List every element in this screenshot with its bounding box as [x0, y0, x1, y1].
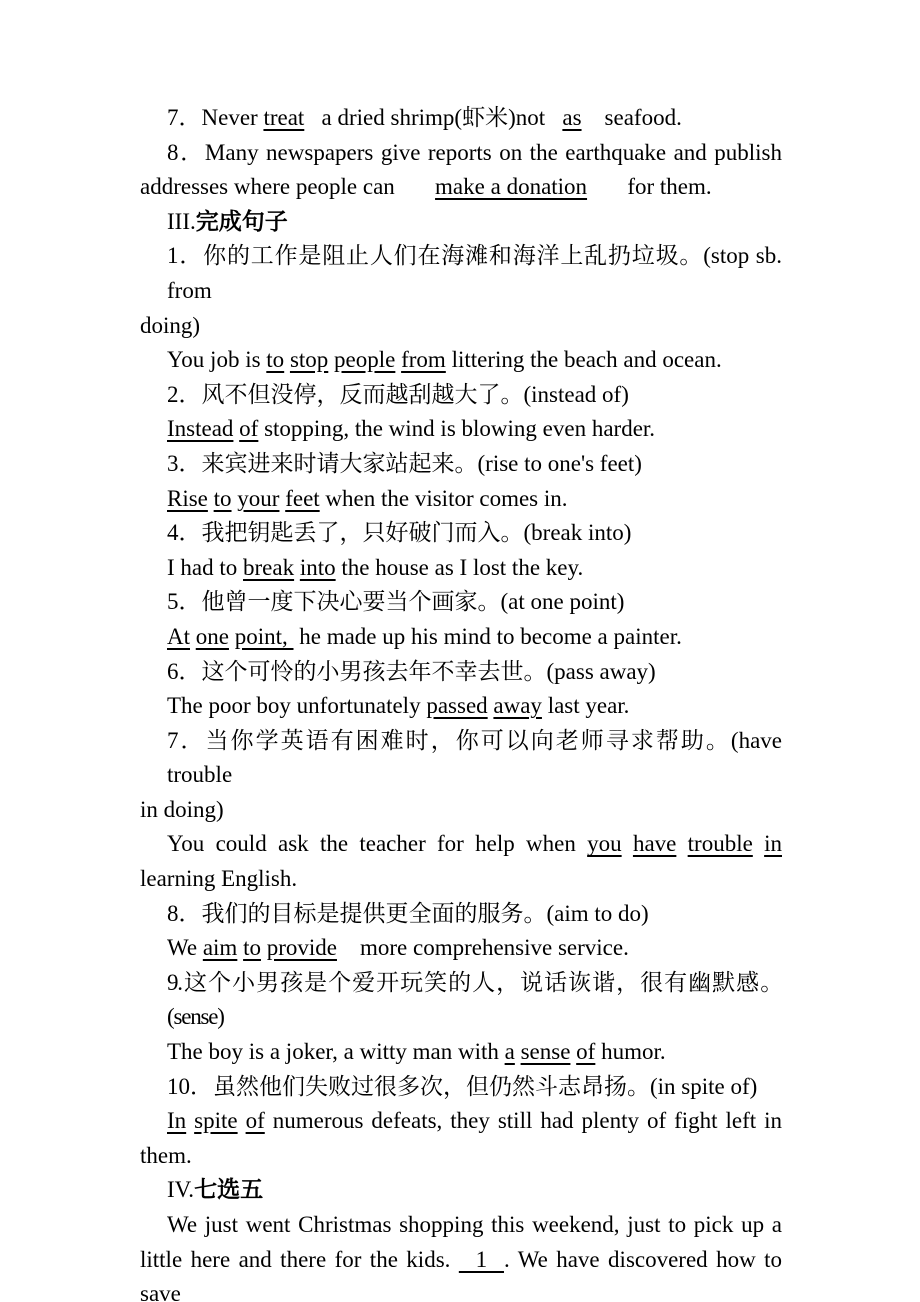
- text-line: [140, 1208, 782, 1243]
- text-line: [140, 689, 782, 724]
- text-line: [140, 516, 782, 551]
- underlined-answer: In: [167, 1108, 187, 1134]
- text-segment: 7．当你学英语有困难时，你可以向老师寻求帮助。(have trouble: [167, 727, 788, 788]
- text-segment: 1．你的工作是阻止人们在海滩和海洋上乱扔垃圾。(stop sb. from: [167, 243, 788, 303]
- underlined-answer: sense: [520, 1039, 571, 1065]
- text-segment: littering the beach and ocean.: [445, 347, 722, 373]
- text-segment: for them.: [587, 174, 712, 200]
- text-segment: numerous defeats, they still had plenty of fight left in: [264, 1108, 783, 1134]
- text-segment: them.: [140, 1142, 192, 1168]
- text-segment: 4．我把钥匙丢了，只好破门而入。(break into): [167, 520, 632, 546]
- text-segment: [238, 1108, 246, 1133]
- text-line: [140, 101, 782, 136]
- text-line: [140, 551, 782, 586]
- text-segment: [753, 831, 764, 856]
- underlined-answer: treat: [263, 105, 305, 130]
- underlined-answer: feet: [285, 485, 320, 511]
- underlined-answer: At: [167, 623, 190, 649]
- underlined-answer: into: [299, 554, 336, 580]
- text-segment: You could ask the teacher for help when: [167, 831, 588, 857]
- text-line: [140, 136, 782, 171]
- text-line: [140, 620, 782, 655]
- section-heading-text: 完成句子: [195, 208, 288, 234]
- text-segment: more comprehensive service.: [336, 935, 629, 961]
- text-segment: 3．来宾进来时请大家站起来。(rise to one's feet): [167, 450, 642, 476]
- underlined-answer: from: [401, 347, 446, 373]
- underlined-answer: aim: [202, 935, 238, 961]
- underlined-answer: people: [334, 347, 396, 373]
- text-segment: learning English.: [140, 866, 298, 892]
- underlined-answer: point,: [234, 623, 294, 649]
- text-segment: he made up his mind to become a painter.: [293, 623, 682, 649]
- underlined-answer: break: [243, 554, 295, 580]
- underlined-answer: Instead: [167, 416, 234, 442]
- text-segment: the house as I lost the key.: [335, 554, 584, 580]
- text-segment: humor.: [595, 1039, 666, 1065]
- document-body: [140, 101, 788, 1302]
- underlined-answer: Rise: [167, 485, 208, 511]
- text-segment: [186, 1108, 194, 1133]
- underlined-answer: have: [632, 831, 677, 857]
- text-line: [140, 931, 782, 966]
- section-heading-text: 七选五: [194, 1177, 264, 1203]
- underlined-answer: of: [245, 1108, 265, 1134]
- text-line: [140, 827, 782, 862]
- text-segment: in doing): [140, 796, 224, 822]
- underlined-answer: one: [195, 623, 229, 649]
- text-segment: We: [167, 935, 203, 961]
- text-line: [140, 966, 782, 1035]
- text-segment: last year.: [541, 693, 630, 719]
- underlined-answer: you: [587, 831, 622, 857]
- text-line: [140, 1173, 782, 1208]
- text-segment: a dried shrimp(虾米)not: [304, 105, 563, 130]
- text-line: [140, 1070, 782, 1105]
- text-segment: 2．风不但没停，反而越刮越大了。(instead of): [167, 381, 629, 407]
- text-line: [140, 1035, 782, 1070]
- underlined-answer: to: [213, 485, 232, 511]
- text-segment: 6．这个可怜的小男孩去年不幸去世。(pass away): [167, 658, 656, 684]
- text-segment: 7．Never: [167, 105, 264, 130]
- text-line: [140, 724, 788, 793]
- underlined-answer: of: [576, 1039, 596, 1065]
- text-line: [140, 585, 782, 620]
- text-segment: seafood.: [581, 105, 682, 130]
- underlined-answer: stop: [289, 347, 329, 373]
- text-segment: 10．虽然他们失败过很多次，但仍然斗志昂扬。(in spite of): [167, 1073, 758, 1099]
- text-segment: We just went Christmas shopping this weekend, just to pick up a: [167, 1212, 782, 1237]
- text-line: [140, 862, 782, 897]
- text-segment: doing): [140, 312, 201, 338]
- underlined-answer: in: [764, 831, 782, 857]
- text-segment: addresses where people can: [140, 174, 436, 200]
- underlined-answer: trouble: [687, 831, 753, 857]
- text-line: [140, 1243, 788, 1302]
- text-segment: [676, 831, 687, 856]
- text-line: [140, 205, 782, 240]
- underlined-answer: make a donation: [435, 174, 588, 200]
- text-segment: 8．Many newspapers give reports on the earthquake and publish: [167, 139, 782, 165]
- text-segment: The boy is a joker, a witty man with: [167, 1039, 505, 1065]
- text-line: [140, 343, 782, 378]
- text-segment: little here and there for the kids.: [140, 1246, 459, 1272]
- text-line: [140, 239, 788, 308]
- text-segment: IV.: [167, 1177, 195, 1203]
- text-segment: The poor boy unfortunately: [167, 693, 427, 719]
- underlined-answer: of: [239, 416, 259, 442]
- text-line: [140, 897, 782, 932]
- text-segment: You job is: [167, 347, 267, 373]
- text-segment: I had to: [167, 554, 244, 580]
- underlined-answer: spite: [194, 1108, 238, 1134]
- underlined-answer: as: [562, 105, 582, 130]
- underlined-answer: your: [237, 485, 280, 511]
- text-line: [140, 1139, 782, 1174]
- text-segment: 9.这个小男孩是个爱开玩笑的人，说话诙谐，很有幽默感。(sense): [167, 969, 782, 1030]
- text-line: [140, 447, 782, 482]
- text-line: [140, 378, 782, 413]
- underlined-answer: provide: [266, 935, 337, 961]
- underlined-answer: to: [243, 935, 261, 961]
- text-line: [140, 482, 782, 517]
- text-segment: stopping, the wind is blowing even harder.: [258, 416, 656, 442]
- text-segment: when the visitor comes in.: [319, 485, 568, 511]
- text-line: [140, 170, 782, 205]
- underlined-answer: passed: [426, 693, 488, 719]
- text-segment: III.: [167, 208, 196, 234]
- underlined-answer: away: [493, 693, 542, 719]
- text-line: [140, 793, 782, 828]
- text-segment: 8．我们的目标是提供更全面的服务。(aim to do): [167, 900, 649, 926]
- text-segment: 5．他曾一度下决心要当个画家。(at one point): [167, 589, 625, 615]
- text-line: [140, 412, 782, 447]
- underlined-answer: a: [504, 1039, 515, 1065]
- text-line: [140, 1104, 782, 1139]
- underlined-answer: 1: [458, 1246, 504, 1272]
- text-segment: [622, 831, 633, 856]
- text-line: [140, 655, 782, 690]
- text-line: [140, 309, 782, 344]
- underlined-answer: to: [266, 347, 285, 373]
- text-segment: . We have discovered how to save: [140, 1246, 788, 1302]
